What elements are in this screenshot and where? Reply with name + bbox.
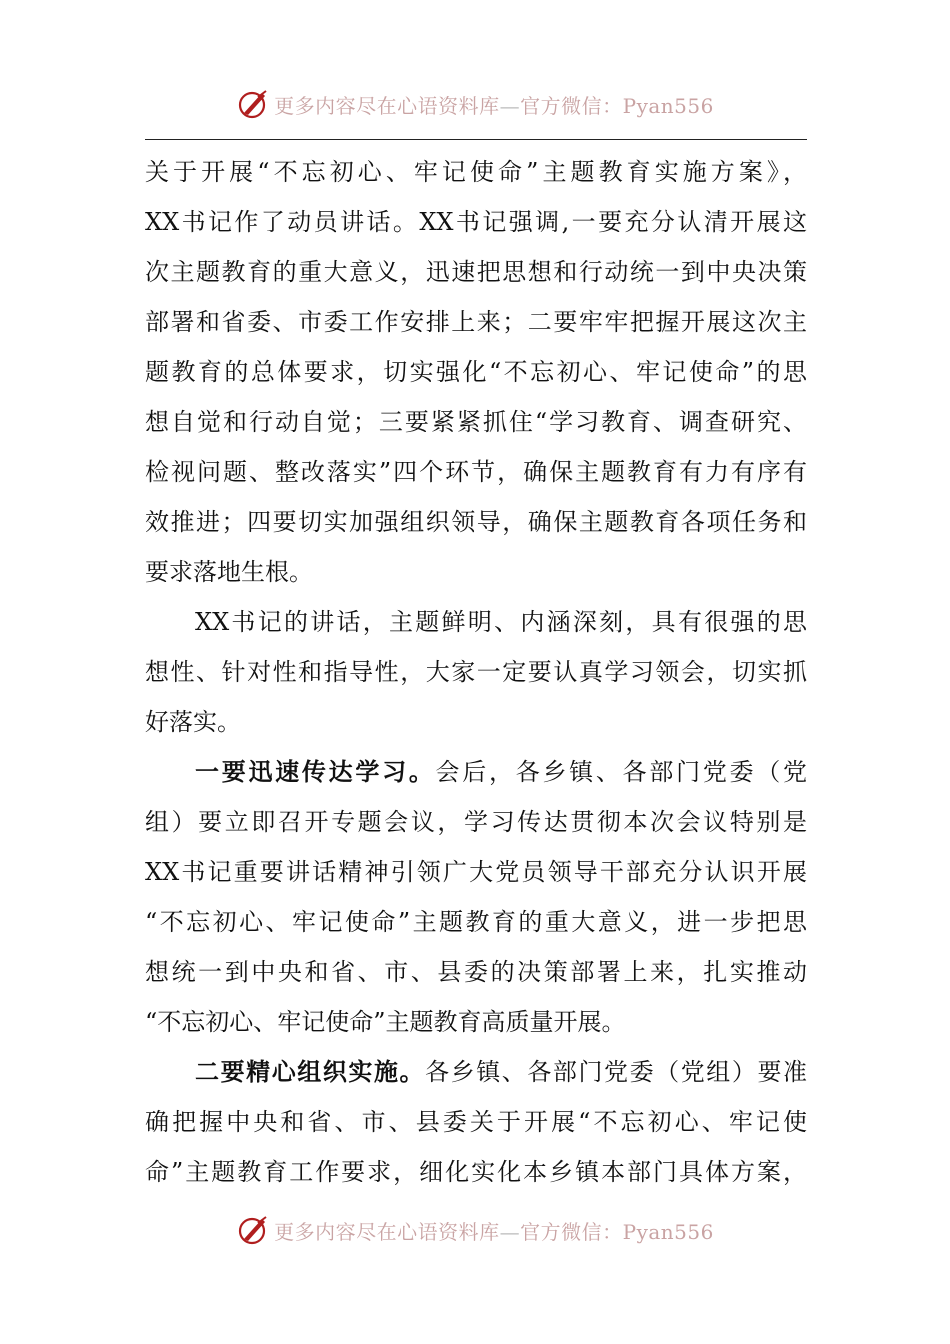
text-line: 命”主题教育工作要求，细化实化本乡镇本部门具体方案， bbox=[145, 1158, 807, 1186]
quill-logo-icon bbox=[236, 1213, 270, 1247]
text-line: 部署和省委、市委工作安排上来；二要牢牢把握开展这次主 bbox=[145, 308, 807, 336]
text-line: 好落实。 bbox=[145, 708, 241, 736]
section-heading-1: 一要迅速传达学习。 bbox=[195, 758, 436, 786]
text-line: XX书记的讲话，主题鲜明、内涵深刻，具有很强的思 bbox=[195, 608, 807, 636]
header-watermark bbox=[0, 84, 950, 124]
text-line: 确把握中央和省、市、县委关于开展“不忘初心、牢记使 bbox=[145, 1108, 807, 1136]
text-line: 想自觉和行动自觉；三要紧紧抓住“学习教育、调查研究、 bbox=[145, 408, 807, 436]
text-line: 想性、针对性和指导性，大家一定要认真学习领会，切实抓 bbox=[145, 658, 807, 686]
text-line: 要求落地生根。 bbox=[145, 558, 313, 586]
watermark-text: 更多内容尽在心语资料库—官方微信：Pyan556 bbox=[274, 1219, 714, 1244]
text-line: 想统一到中央和省、市、县委的决策部署上来，扎实推动 bbox=[145, 958, 807, 986]
text-span: 会后，各乡镇、各部门党委（党 bbox=[435, 758, 807, 786]
section-heading-2: 二要精心组织实施。 bbox=[195, 1058, 426, 1086]
header-divider bbox=[145, 139, 807, 140]
text-line: 关于开展“不忘初心、牢记使命”主题教育实施方案》， bbox=[145, 158, 807, 186]
text-line: “不忘初心、牢记使命”主题教育高质量开展。 bbox=[145, 1008, 626, 1036]
text-line: XX书记重要讲话精神引领广大党员领导干部充分认识开展 bbox=[145, 858, 807, 886]
text-line: XX书记作了动员讲话。XX书记强调,一要充分认清开展这 bbox=[145, 208, 807, 236]
text-line: 组）要立即召开专题会议，学习传达贯彻本次会议特别是 bbox=[145, 808, 807, 836]
text-line: 检视问题、整改落实”四个环节，确保主题教育有力有序有 bbox=[145, 458, 807, 486]
text-line: “不忘初心、牢记使命”主题教育的重大意义，进一步把思 bbox=[145, 908, 807, 936]
paragraph-heading-line bbox=[145, 747, 807, 797]
watermark-text: 更多内容尽在心语资料库—官方微信：Pyan556 bbox=[274, 93, 714, 118]
paragraph-heading-line bbox=[145, 1047, 807, 1097]
footer-watermark bbox=[0, 1210, 950, 1250]
text-span: 各乡镇、各部门党委（党组）要准 bbox=[425, 1058, 807, 1086]
text-line: 次主题教育的重大意义，迅速把思想和行动统一到中央决策 bbox=[145, 258, 807, 286]
text-line: 题教育的总体要求，切实强化“不忘初心、牢记使命”的思 bbox=[145, 358, 807, 386]
quill-logo-icon bbox=[236, 87, 270, 121]
document-body bbox=[145, 147, 807, 1197]
text-line: 效推进；四要切实加强组织领导，确保主题教育各项任务和 bbox=[145, 508, 807, 536]
